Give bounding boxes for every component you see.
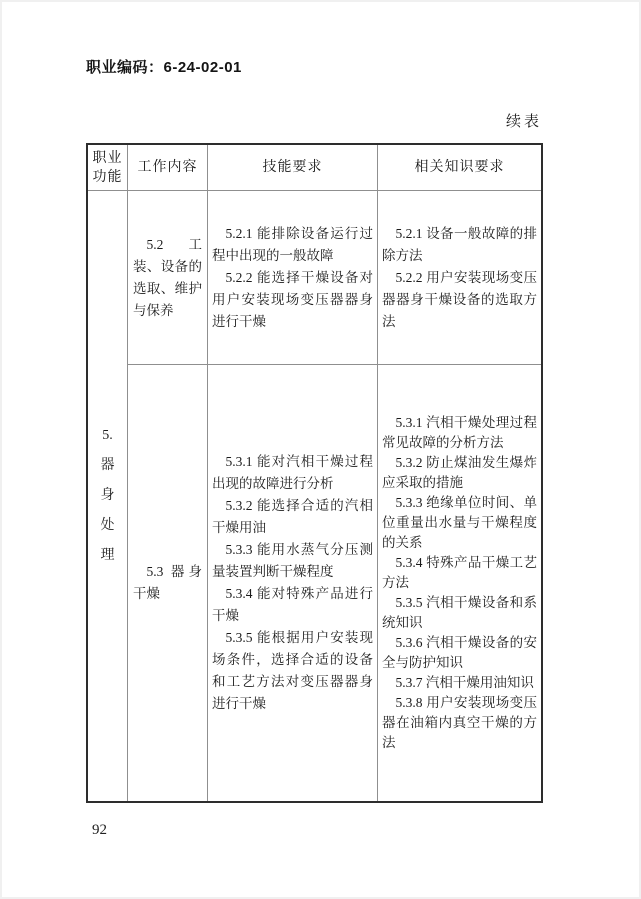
knowledge-item: 5.3.4 特殊产品干燥工艺方法 bbox=[382, 555, 537, 590]
header-work-content: 工作内容 bbox=[128, 145, 208, 191]
skill-item: 5.2.2 能选择干燥设备对用户安装现场变压器器身进行干燥 bbox=[212, 269, 373, 329]
header-knowledge-requirements: 相关知识要求 bbox=[378, 145, 541, 191]
knowledge-requirements-cell-5-3 bbox=[378, 365, 541, 801]
knowledge-item: 5.3.7 汽相干燥用油知识 bbox=[395, 675, 534, 690]
knowledge-item: 5.3.2 防止煤油发生爆炸应采取的措施 bbox=[382, 455, 537, 490]
knowledge-item: 5.3.8 用户安装现场变压器在油箱内真空干燥的方法 bbox=[382, 695, 537, 750]
header-job-function: 职业功能 bbox=[88, 145, 128, 191]
skill-item: 5.3.1 能对汽相干燥过程出现的故障进行分析 bbox=[212, 454, 373, 491]
skill-requirements-cell-5-3 bbox=[208, 365, 378, 801]
knowledge-item: 5.3.5 汽相干燥设备和系统知识 bbox=[382, 595, 537, 630]
job-function-label: 5. 器身处理 bbox=[100, 428, 115, 563]
skill-item: 5.3.4 能对特殊产品进行干燥 bbox=[212, 586, 373, 623]
knowledge-item: 5.2.1 设备一般故障的排除方法 bbox=[382, 225, 537, 263]
skill-item: 5.2.1 能排除设备运行过程中出现的一般故障 bbox=[212, 225, 373, 263]
skill-item: 5.3.3 能用水蒸气分压测量装置判断干燥程度 bbox=[212, 542, 373, 579]
knowledge-item: 5.2.2 用户安装现场变压器器身干燥设备的选取方法 bbox=[382, 269, 537, 329]
skill-item: 5.3.2 能选择合适的汽相干燥用油 bbox=[212, 498, 373, 535]
work-content-cell-5-3 bbox=[128, 365, 208, 801]
job-function-cell bbox=[88, 191, 128, 801]
knowledge-requirements-cell-5-2 bbox=[378, 191, 541, 365]
page-number: 92 bbox=[92, 822, 107, 838]
header-skill-requirements: 技能要求 bbox=[208, 145, 378, 191]
work-content-text: 5.3 器身干燥 bbox=[133, 564, 202, 601]
occupation-code: 职业编码：6-24-02-01 bbox=[86, 59, 242, 76]
work-content-cell-5-2 bbox=[128, 191, 208, 365]
skill-item: 5.3.5 能根据用户安装现场条件，选择合适的设备和工艺方法对变压器器身进行干燥 bbox=[212, 630, 373, 711]
knowledge-item: 5.3.3 绝缘单位时间、单位重量出水量与干燥程度的关系 bbox=[382, 495, 537, 550]
skill-requirements-cell-5-2 bbox=[208, 191, 378, 365]
knowledge-item: 5.3.6 汽相干燥设备的安全与防护知识 bbox=[382, 635, 537, 670]
occupation-standard-table bbox=[86, 143, 543, 803]
work-content-text: 5.2 工装、设备的选取、维护与保养 bbox=[133, 236, 202, 318]
continued-table-label: 续表 bbox=[505, 114, 542, 130]
knowledge-item: 5.3.1 汽相干燥处理过程常见故障的分析方法 bbox=[382, 415, 537, 450]
